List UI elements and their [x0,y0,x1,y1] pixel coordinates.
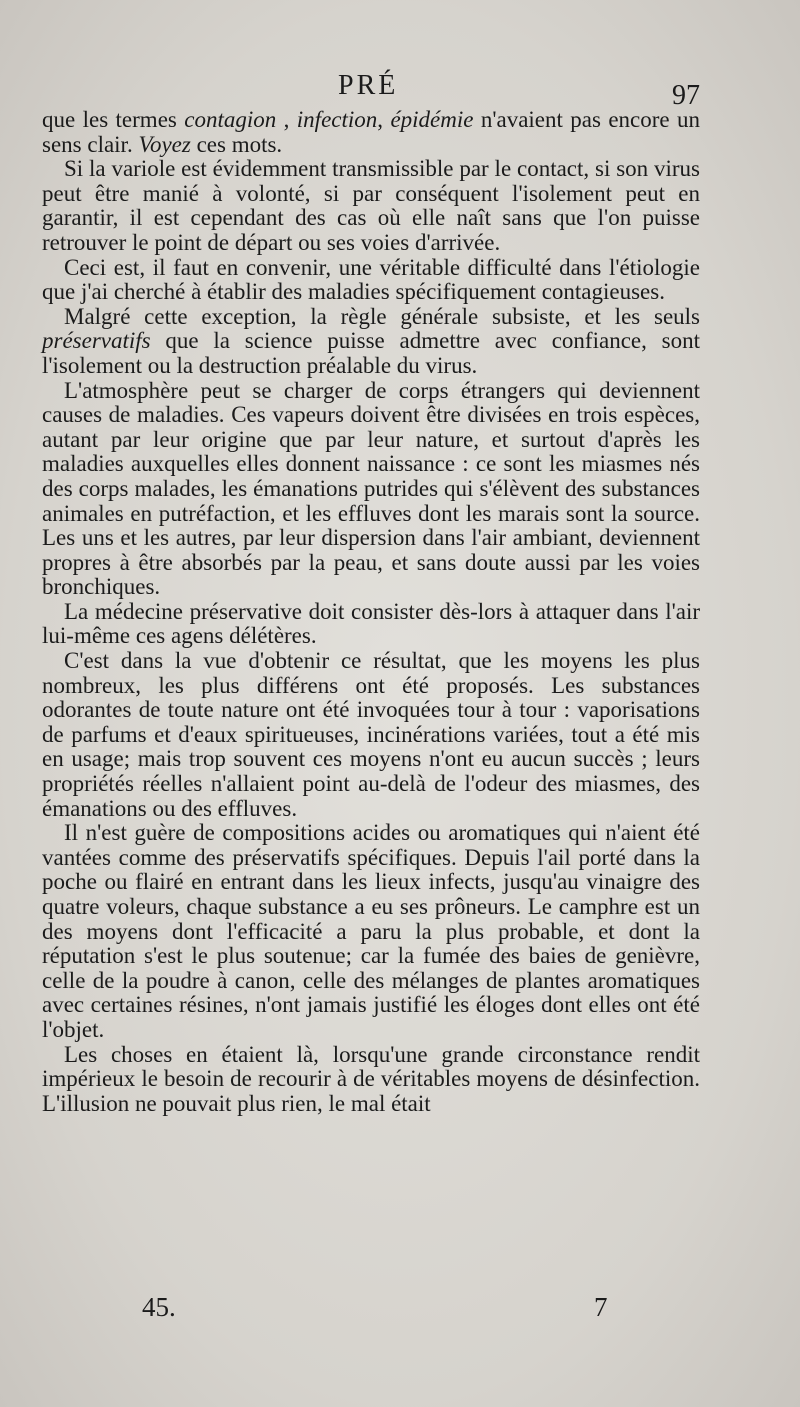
text-run: n'avaient pas encore un sens clair. [42,107,701,157]
paragraph [42,379,700,600]
paragraph [42,821,700,1042]
text-run: que la science puisse admettre avec confiance, sont l'isolement ou la destruction préalable du virus. [42,328,700,378]
text-run: Ceci est, il faut en convenir, une véritable difficulté dans l'étiologie que j'ai cherché à établir des maladies spécifiquement contagieuses. [42,254,700,305]
italic-term: préservatifs [42,328,151,354]
text-run: ces mots. [190,131,283,157]
page-number: 97 [672,80,700,111]
text-run: , [276,107,297,132]
paragraph [42,305,700,379]
text-run: Si la variole est évidemment transmissible par le contact, si son virus peut être manié à volonté, si par conséquent l'isolement peut en garantir, il est cependant des cas où elle naît sans que l'on puisse retrouver le point de départ ou ses voies d'arrivée. [42,156,700,255]
paragraph [42,256,700,305]
text-run: Malgré cette exception, la règle générale subsiste, et les seuls [64,303,700,329]
signature-mark: 45. [142,1292,176,1322]
italic-term: épidémie [390,107,474,132]
text-run: que les termes [42,107,185,132]
text-run: La médecine préservative doit consister dès-lors à attaquer dans l'air lui-même ces agens délétères. [42,598,700,649]
paragraph [42,108,700,157]
text-run: Il n'est guère de compositions acides ou aromatiques qui n'aient été vantées comme des préservatifs spécifiques. Depuis l'ail porté dans la poche ou flairé en entrant dans les lieux infects, jusqu'au vinaigre des quatre voleurs, chaque substance a eu ses prôneurs. Le camphre est un des moyens dont l'efficacité a paru la plus probable, et dont la réputation s'est le plus soutenue; car la fumée des baies de genièvre, celle de la poudre à canon, celle des mélanges de plantes aromatiques avec certaines résines, n'ont jamais justifié les éloges dont elles ont été l'objet. [42,820,700,1042]
text-run: , [377,107,391,132]
running-head [0,70,800,110]
italic-term: contagion [184,107,277,132]
text-run: Les choses en étaient là, lorsqu'une grande circonstance rendit impérieux le besoin de recourir à de véritables moyens de désinfection. L'illusion ne pouvait plus rien, le mal était [42,1041,700,1116]
text-run: C'est dans la vue d'obtenir ce résultat, que les moyens les plus nombreux, les plus différens ont été proposés. Les substances odorantes de toute nature ont été invoquées tour à tour : vaporisations de parfums et d'eaux spiritueuses, incinérations variées, tout a été mis en usage; mais trop souvent ces moyens n'ont eu aucun succès ; leurs propriétés réelles n'allaient point au-delà de l'odeur des miasmes, des émanations ou des effluves. [42,648,700,821]
paragraph [42,1043,700,1117]
gathering-number: 7 [594,1292,608,1322]
running-title: PRÉ [338,70,399,101]
paragraph [42,157,700,255]
italic-term: Voyez [138,131,191,157]
page-footer [0,1292,800,1332]
text-run: L'atmosphère peut se charger de corps étrangers qui deviennent causes de maladies. Ces vapeurs doivent être divisées en trois espèces, autant par leur origine que par leur nature, et surtout d'après les maladies auxquelles elles donnent naissance : ce sont les miasmes nés des corps malades, les émanations putrides qui s'élèvent des substances animales en putréfaction, et les effluves dont les marais sont la source. Les uns et les autres, par leur dispersion dans l'air ambiant, deviennent propres à être absorbés par la peau, et sans doute aussi par les voies bronchiques. [42,377,700,600]
paragraph [42,649,700,821]
body-text [42,108,700,1116]
italic-term: infection [296,107,378,132]
paragraph [42,600,700,649]
